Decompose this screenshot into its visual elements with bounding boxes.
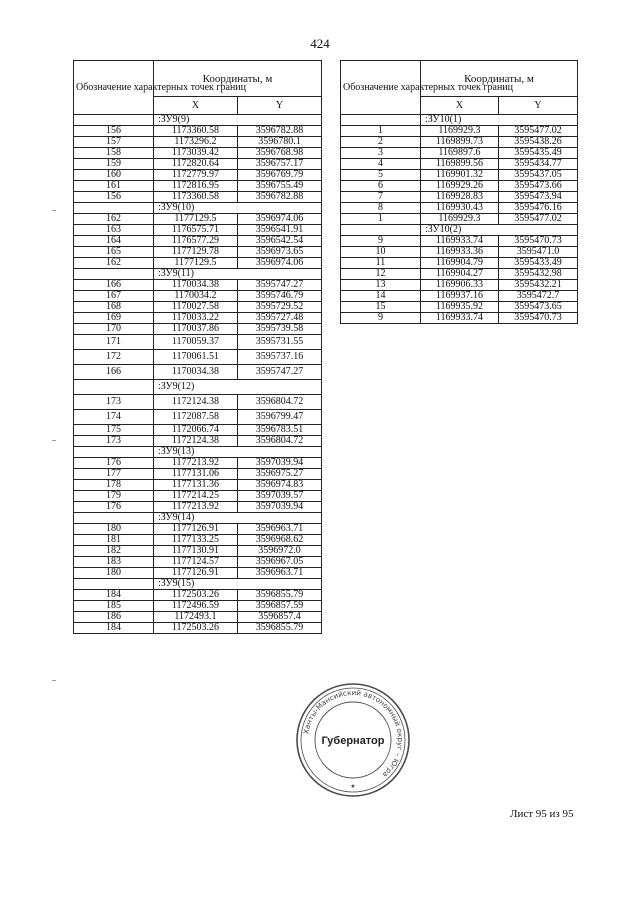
y-coordinate: 3595433.49 <box>499 258 578 269</box>
point-number: 171 <box>74 335 154 350</box>
point-number: 161 <box>74 181 154 192</box>
y-coordinate: 3595473.66 <box>499 181 578 192</box>
coordinates-table-right <box>340 60 578 324</box>
coords-header: Координаты, м <box>154 61 322 97</box>
table-row <box>74 535 322 546</box>
table-row <box>341 126 578 137</box>
section-title-row <box>74 269 322 280</box>
y-coordinate: 3595731.55 <box>238 335 322 350</box>
point-number: 177 <box>74 469 154 480</box>
point-number: 174 <box>74 410 154 425</box>
x-coordinate: 1172820.64 <box>154 159 238 170</box>
table-row <box>341 148 578 159</box>
point-number: 178 <box>74 480 154 491</box>
point-number: 7 <box>341 192 421 203</box>
x-coordinate: 1177214.25 <box>154 491 238 502</box>
x-coordinate: 1172496.59 <box>154 601 238 612</box>
table-row <box>74 601 322 612</box>
seal-star-icon: ★ <box>350 783 356 790</box>
point-number: 158 <box>74 148 154 159</box>
x-header: X <box>421 97 499 115</box>
point-number: 14 <box>341 291 421 302</box>
x-coordinate: 1177213.92 <box>154 502 238 513</box>
y-coordinate: 3595432.98 <box>499 269 578 280</box>
y-coordinate: 3596963.71 <box>238 568 322 579</box>
y-coordinate: 3595477.02 <box>499 126 578 137</box>
y-coordinate: 3595737.16 <box>238 350 322 365</box>
point-number: 179 <box>74 491 154 502</box>
x-coordinate: 1177129.5 <box>154 214 238 225</box>
left-table-body <box>74 115 322 634</box>
section-title-row <box>341 115 578 126</box>
section-title-row <box>74 380 322 395</box>
section-title: :ЗУ9(9) <box>154 115 322 126</box>
table-row <box>74 148 322 159</box>
point-number: 181 <box>74 535 154 546</box>
x-coordinate: 1177126.91 <box>154 568 238 579</box>
page-number: 424 <box>310 36 330 51</box>
seal-ring-text: Ханты-Мансийский автономный округ – Югра <box>301 687 406 780</box>
x-coordinate: 1177131.06 <box>154 469 238 480</box>
x-coordinate: 1170037.86 <box>154 324 238 335</box>
section-title: :ЗУ10(2) <box>421 225 578 236</box>
scan-tick-mark <box>52 680 56 681</box>
y-coordinate: 3595471.0 <box>499 247 578 258</box>
table-row <box>74 623 322 634</box>
y-coordinate: 3595432.21 <box>499 280 578 291</box>
point-number: 173 <box>74 395 154 410</box>
y-coordinate: 3595437.05 <box>499 170 578 181</box>
table-row <box>74 258 322 269</box>
x-coordinate: 1173039.42 <box>154 148 238 159</box>
y-coordinate: 3596973.65 <box>238 247 322 258</box>
scan-tick-mark <box>52 440 56 441</box>
x-coordinate: 1170033.22 <box>154 313 238 324</box>
point-number: 162 <box>74 258 154 269</box>
y-coordinate: 3596768.98 <box>238 148 322 159</box>
x-coordinate: 1169935.92 <box>421 302 499 313</box>
section-title: :ЗУ9(13) <box>154 447 322 458</box>
table-row <box>341 291 578 302</box>
table-row <box>341 236 578 247</box>
table-row <box>74 491 322 502</box>
table-row <box>74 612 322 623</box>
point-number: 184 <box>74 623 154 634</box>
table-row <box>74 469 322 480</box>
table-row <box>74 247 322 258</box>
x-coordinate: 1169933.74 <box>421 236 499 247</box>
y-coordinate: 3596782.88 <box>238 126 322 137</box>
y-coordinate: 3595435.49 <box>499 148 578 159</box>
y-coordinate: 3596804.72 <box>238 436 322 447</box>
x-coordinate: 1177213.92 <box>154 458 238 469</box>
point-number: 10 <box>341 247 421 258</box>
y-coordinate: 3596967.05 <box>238 557 322 568</box>
x-coordinate: 1170027.58 <box>154 302 238 313</box>
x-coordinate: 1169929.3 <box>421 126 499 137</box>
point-number: 170 <box>74 324 154 335</box>
x-coordinate: 1177129.78 <box>154 247 238 258</box>
point-number: 8 <box>341 203 421 214</box>
x-coordinate: 1169897.6 <box>421 148 499 159</box>
y-coordinate: 3596968.62 <box>238 535 322 546</box>
table-row <box>74 410 322 425</box>
point-number: 180 <box>74 568 154 579</box>
x-header: X <box>154 97 238 115</box>
y-coordinate: 3596769.79 <box>238 170 322 181</box>
point-number: 182 <box>74 546 154 557</box>
point-number: 12 <box>341 269 421 280</box>
y-coordinate: 3596757.17 <box>238 159 322 170</box>
point-number: 166 <box>74 365 154 380</box>
y-coordinate: 3596974.83 <box>238 480 322 491</box>
table-row <box>341 247 578 258</box>
y-coordinate: 3597039.57 <box>238 491 322 502</box>
x-coordinate: 1177133.25 <box>154 535 238 546</box>
table-row <box>74 192 322 203</box>
point-number: 166 <box>74 280 154 291</box>
x-coordinate: 1177130.91 <box>154 546 238 557</box>
table-row <box>74 313 322 324</box>
point-number: 162 <box>74 214 154 225</box>
x-coordinate: 1177131.36 <box>154 480 238 491</box>
empty-cell <box>74 269 154 280</box>
table-row <box>74 458 322 469</box>
x-coordinate: 1172087.58 <box>154 410 238 425</box>
x-coordinate: 1169928.83 <box>421 192 499 203</box>
table-row <box>74 324 322 335</box>
point-number: 186 <box>74 612 154 623</box>
section-title-row <box>74 579 322 590</box>
y-coordinate: 3596541.91 <box>238 225 322 236</box>
y-coordinate: 3595470.73 <box>499 236 578 247</box>
table-row <box>74 335 322 350</box>
y-coordinate: 3595746.79 <box>238 291 322 302</box>
point-number: 3 <box>341 148 421 159</box>
table-row <box>74 365 322 380</box>
empty-cell <box>341 225 421 236</box>
y-coordinate: 3596799.47 <box>238 410 322 425</box>
point-number: 167 <box>74 291 154 302</box>
section-title-row <box>74 513 322 524</box>
table-row <box>74 236 322 247</box>
y-coordinate: 3595438.26 <box>499 137 578 148</box>
coords-header: Координаты, м <box>421 61 578 97</box>
x-coordinate: 1173360.58 <box>154 126 238 137</box>
y-coordinate: 3596780.1 <box>238 137 322 148</box>
empty-cell <box>74 115 154 126</box>
x-coordinate: 1172124.38 <box>154 436 238 447</box>
y-coordinate: 3595477.02 <box>499 214 578 225</box>
table-row <box>74 425 322 436</box>
empty-cell <box>74 447 154 458</box>
point-number: 13 <box>341 280 421 291</box>
y-coordinate: 3595476.16 <box>499 203 578 214</box>
table-row <box>74 126 322 137</box>
empty-cell <box>74 513 154 524</box>
point-label-header: Обозначение характерных точек границ <box>74 61 154 115</box>
x-coordinate: 1169906.33 <box>421 280 499 291</box>
y-coordinate: 3596782.88 <box>238 192 322 203</box>
table-row <box>74 291 322 302</box>
governor-seal <box>293 680 413 798</box>
y-coordinate: 3595434.77 <box>499 159 578 170</box>
point-number: 168 <box>74 302 154 313</box>
y-coordinate: 3596963.71 <box>238 524 322 535</box>
table-row <box>74 170 322 181</box>
point-number: 164 <box>74 236 154 247</box>
x-coordinate: 1176577.29 <box>154 236 238 247</box>
point-number: 160 <box>74 170 154 181</box>
y-coordinate: 3596855.79 <box>238 623 322 634</box>
x-coordinate: 1172503.26 <box>154 590 238 601</box>
x-coordinate: 1169933.36 <box>421 247 499 258</box>
section-title: :ЗУ9(15) <box>154 579 322 590</box>
x-coordinate: 1170061.51 <box>154 350 238 365</box>
table-row <box>74 436 322 447</box>
table-row <box>74 181 322 192</box>
table-row <box>74 590 322 601</box>
x-coordinate: 1169933.74 <box>421 313 499 324</box>
point-number: 2 <box>341 137 421 148</box>
y-coordinate: 3597039.94 <box>238 502 322 513</box>
table-row <box>74 137 322 148</box>
x-coordinate: 1177129.5 <box>154 258 238 269</box>
section-title: :ЗУ9(10) <box>154 203 322 214</box>
table-row <box>74 557 322 568</box>
x-coordinate: 1173296.2 <box>154 137 238 148</box>
y-coordinate: 3595473.65 <box>499 302 578 313</box>
point-number: 175 <box>74 425 154 436</box>
point-number: 15 <box>341 302 421 313</box>
table-row <box>74 225 322 236</box>
seal-center-text: Губернатор <box>321 735 385 747</box>
x-coordinate: 1169929.3 <box>421 214 499 225</box>
section-title: :ЗУ9(12) <box>154 380 322 395</box>
table-row <box>341 170 578 181</box>
point-number: 184 <box>74 590 154 601</box>
point-number: 163 <box>74 225 154 236</box>
point-number: 165 <box>74 247 154 258</box>
section-title-row <box>74 115 322 126</box>
section-title: :ЗУ9(11) <box>154 269 322 280</box>
table-row <box>341 313 578 324</box>
y-coordinate: 3595729.52 <box>238 302 322 313</box>
coordinates-table-left <box>73 60 322 634</box>
y-coordinate: 3595470.73 <box>499 313 578 324</box>
x-coordinate: 1170034.38 <box>154 280 238 291</box>
x-coordinate: 1172779.97 <box>154 170 238 181</box>
section-title-row <box>74 447 322 458</box>
x-coordinate: 1169904.27 <box>421 269 499 280</box>
point-number: 156 <box>74 192 154 203</box>
point-number: 157 <box>74 137 154 148</box>
y-coordinate: 3595473.94 <box>499 192 578 203</box>
y-coordinate: 3595739.58 <box>238 324 322 335</box>
point-number: 11 <box>341 258 421 269</box>
y-coordinate: 3596857.59 <box>238 601 322 612</box>
scan-tick-mark <box>52 210 56 211</box>
x-coordinate: 1169899.56 <box>421 159 499 170</box>
sheet-info: Лист 95 из 95 <box>510 808 574 820</box>
point-number: 4 <box>341 159 421 170</box>
table-row <box>74 159 322 170</box>
table-row <box>74 524 322 535</box>
point-number: 176 <box>74 458 154 469</box>
point-number: 169 <box>74 313 154 324</box>
x-coordinate: 1176575.71 <box>154 225 238 236</box>
y-coordinate: 3597039.94 <box>238 458 322 469</box>
right-table-body <box>341 115 578 324</box>
x-coordinate: 1170034.2 <box>154 291 238 302</box>
x-coordinate: 1172066.74 <box>154 425 238 436</box>
empty-cell <box>74 380 154 395</box>
table-row <box>341 214 578 225</box>
point-number: 5 <box>341 170 421 181</box>
point-label-header: Обозначение характерных точек границ <box>341 61 421 115</box>
table-row <box>74 302 322 313</box>
y-coordinate: 3596857.4 <box>238 612 322 623</box>
y-coordinate: 3596972.0 <box>238 546 322 557</box>
table-row <box>74 350 322 365</box>
x-coordinate: 1173360.58 <box>154 192 238 203</box>
y-coordinate: 3595472.7 <box>499 291 578 302</box>
point-number: 6 <box>341 181 421 192</box>
y-coordinate: 3596974.06 <box>238 214 322 225</box>
y-header: Y <box>499 97 578 115</box>
y-coordinate: 3596755.49 <box>238 181 322 192</box>
x-coordinate: 1172124.38 <box>154 395 238 410</box>
table-row <box>74 502 322 513</box>
x-coordinate: 1169930.43 <box>421 203 499 214</box>
point-number: 156 <box>74 126 154 137</box>
table-row <box>341 203 578 214</box>
y-header: Y <box>238 97 322 115</box>
table-row <box>74 395 322 410</box>
table-row <box>341 302 578 313</box>
y-coordinate: 3596855.79 <box>238 590 322 601</box>
point-number: 1 <box>341 214 421 225</box>
point-number: 185 <box>74 601 154 612</box>
point-number: 176 <box>74 502 154 513</box>
y-coordinate: 3596542.54 <box>238 236 322 247</box>
section-title-row <box>74 203 322 214</box>
table-row <box>74 568 322 579</box>
x-coordinate: 1169899.73 <box>421 137 499 148</box>
point-number: 1 <box>341 126 421 137</box>
x-coordinate: 1169901.32 <box>421 170 499 181</box>
point-number: 172 <box>74 350 154 365</box>
x-coordinate: 1169904.79 <box>421 258 499 269</box>
section-title: :ЗУ9(14) <box>154 513 322 524</box>
y-coordinate: 3595747.27 <box>238 280 322 291</box>
x-coordinate: 1169929.26 <box>421 181 499 192</box>
section-title-row <box>341 225 578 236</box>
table-row <box>341 192 578 203</box>
x-coordinate: 1170059.37 <box>154 335 238 350</box>
table-row <box>341 137 578 148</box>
empty-cell <box>74 203 154 214</box>
table-row <box>341 181 578 192</box>
table-row <box>341 269 578 280</box>
x-coordinate: 1172816.95 <box>154 181 238 192</box>
table-row <box>74 480 322 491</box>
point-number: 183 <box>74 557 154 568</box>
y-coordinate: 3596974.06 <box>238 258 322 269</box>
point-number: 180 <box>74 524 154 535</box>
x-coordinate: 1172493.1 <box>154 612 238 623</box>
table-row <box>341 159 578 170</box>
x-coordinate: 1177126.91 <box>154 524 238 535</box>
empty-cell <box>74 579 154 590</box>
table-row <box>341 280 578 291</box>
y-coordinate: 3595727.48 <box>238 313 322 324</box>
table-row <box>74 280 322 291</box>
x-coordinate: 1169937.16 <box>421 291 499 302</box>
table-row <box>341 258 578 269</box>
point-number: 159 <box>74 159 154 170</box>
x-coordinate: 1172503.26 <box>154 623 238 634</box>
point-number: 9 <box>341 313 421 324</box>
y-coordinate: 3596804.72 <box>238 395 322 410</box>
x-coordinate: 1177124.57 <box>154 557 238 568</box>
y-coordinate: 3596975.27 <box>238 469 322 480</box>
section-title: :ЗУ10(1) <box>421 115 578 126</box>
point-number: 173 <box>74 436 154 447</box>
empty-cell <box>341 115 421 126</box>
x-coordinate: 1170034.38 <box>154 365 238 380</box>
y-coordinate: 3596783.51 <box>238 425 322 436</box>
table-row <box>74 546 322 557</box>
table-row <box>74 214 322 225</box>
point-number: 9 <box>341 236 421 247</box>
y-coordinate: 3595747.27 <box>238 365 322 380</box>
